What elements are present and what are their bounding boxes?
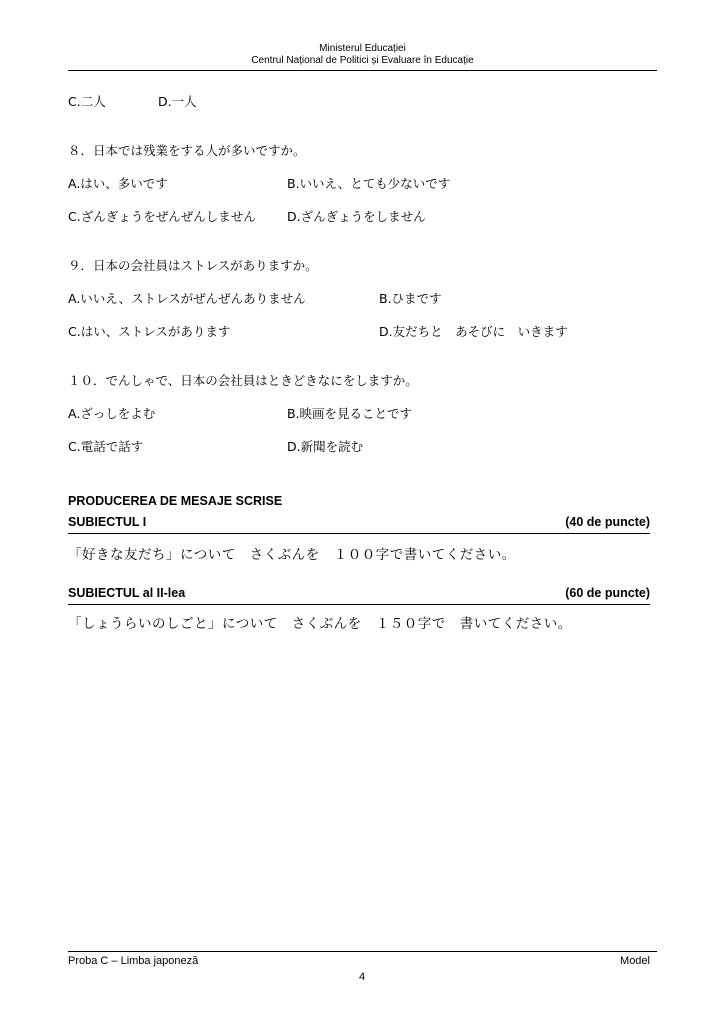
q9-option-c: C.はい、ストレスがあります <box>68 324 231 339</box>
section-title: PRODUCEREA DE MESAJE SCRISE <box>68 494 283 508</box>
q9-option-b: B.ひまです <box>379 291 442 306</box>
q10-option-a: A.ざっしをよむ <box>68 406 156 421</box>
q8-option-c: C.ざんぎょうをぜんぜんしません <box>68 209 256 224</box>
page-number: 4 <box>358 971 366 983</box>
subject-1-points: (40 de puncte) <box>565 515 650 529</box>
q7-option-d: D.一人 <box>158 94 197 109</box>
q10-option-d: D.新聞を読む <box>287 439 364 454</box>
subject-1-heading <box>68 515 650 534</box>
header-divider <box>68 70 657 71</box>
subject-2-task: 「しょうらいのしごと」について さくぶんを １５０字で 書いてください。 <box>68 616 572 632</box>
q8-question: ８．日本では残業をする人が多いですか。 <box>68 143 306 158</box>
q10-option-b: B.映画を見ることです <box>287 406 413 421</box>
q8-option-b: B.いいえ、とても少ないです <box>287 176 451 191</box>
subject-2-label: SUBIECTUL al II-lea <box>68 586 186 600</box>
footer-model-label: Model <box>620 955 650 967</box>
q9-option-a: A.いいえ、ストレスがぜんぜんありません <box>68 291 306 306</box>
q9-question: ９．日本の会社員はストレスがありますか。 <box>68 258 318 273</box>
subject-2-heading <box>68 586 650 605</box>
q10-question: １０．でんしゃで、日本の会社員はときどきなにをしますか。 <box>68 373 418 388</box>
q10-option-c: C.電話で話す <box>68 439 144 454</box>
q9-option-d: D.友だちと あそびに いきます <box>379 324 568 339</box>
header-center: Centrul Național de Politici și Evaluare în Educație <box>251 55 474 66</box>
footer-divider <box>68 951 657 952</box>
subject-2-points: (60 de puncte) <box>565 586 650 600</box>
page-header <box>68 43 657 67</box>
footer-exam-name: Proba C – Limba japoneză <box>68 955 199 967</box>
header-ministry: Ministerul Educației <box>319 43 406 54</box>
q7-option-c: C.二人 <box>68 94 106 109</box>
subject-1-task: 「好きな友だち」について さくぶんを １００字で書いてください。 <box>68 547 516 563</box>
q8-option-a: A.はい、多いです <box>68 176 168 191</box>
q8-option-d: D.ざんぎょうをしません <box>287 209 426 224</box>
subject-1-label: SUBIECTUL I <box>68 515 147 529</box>
